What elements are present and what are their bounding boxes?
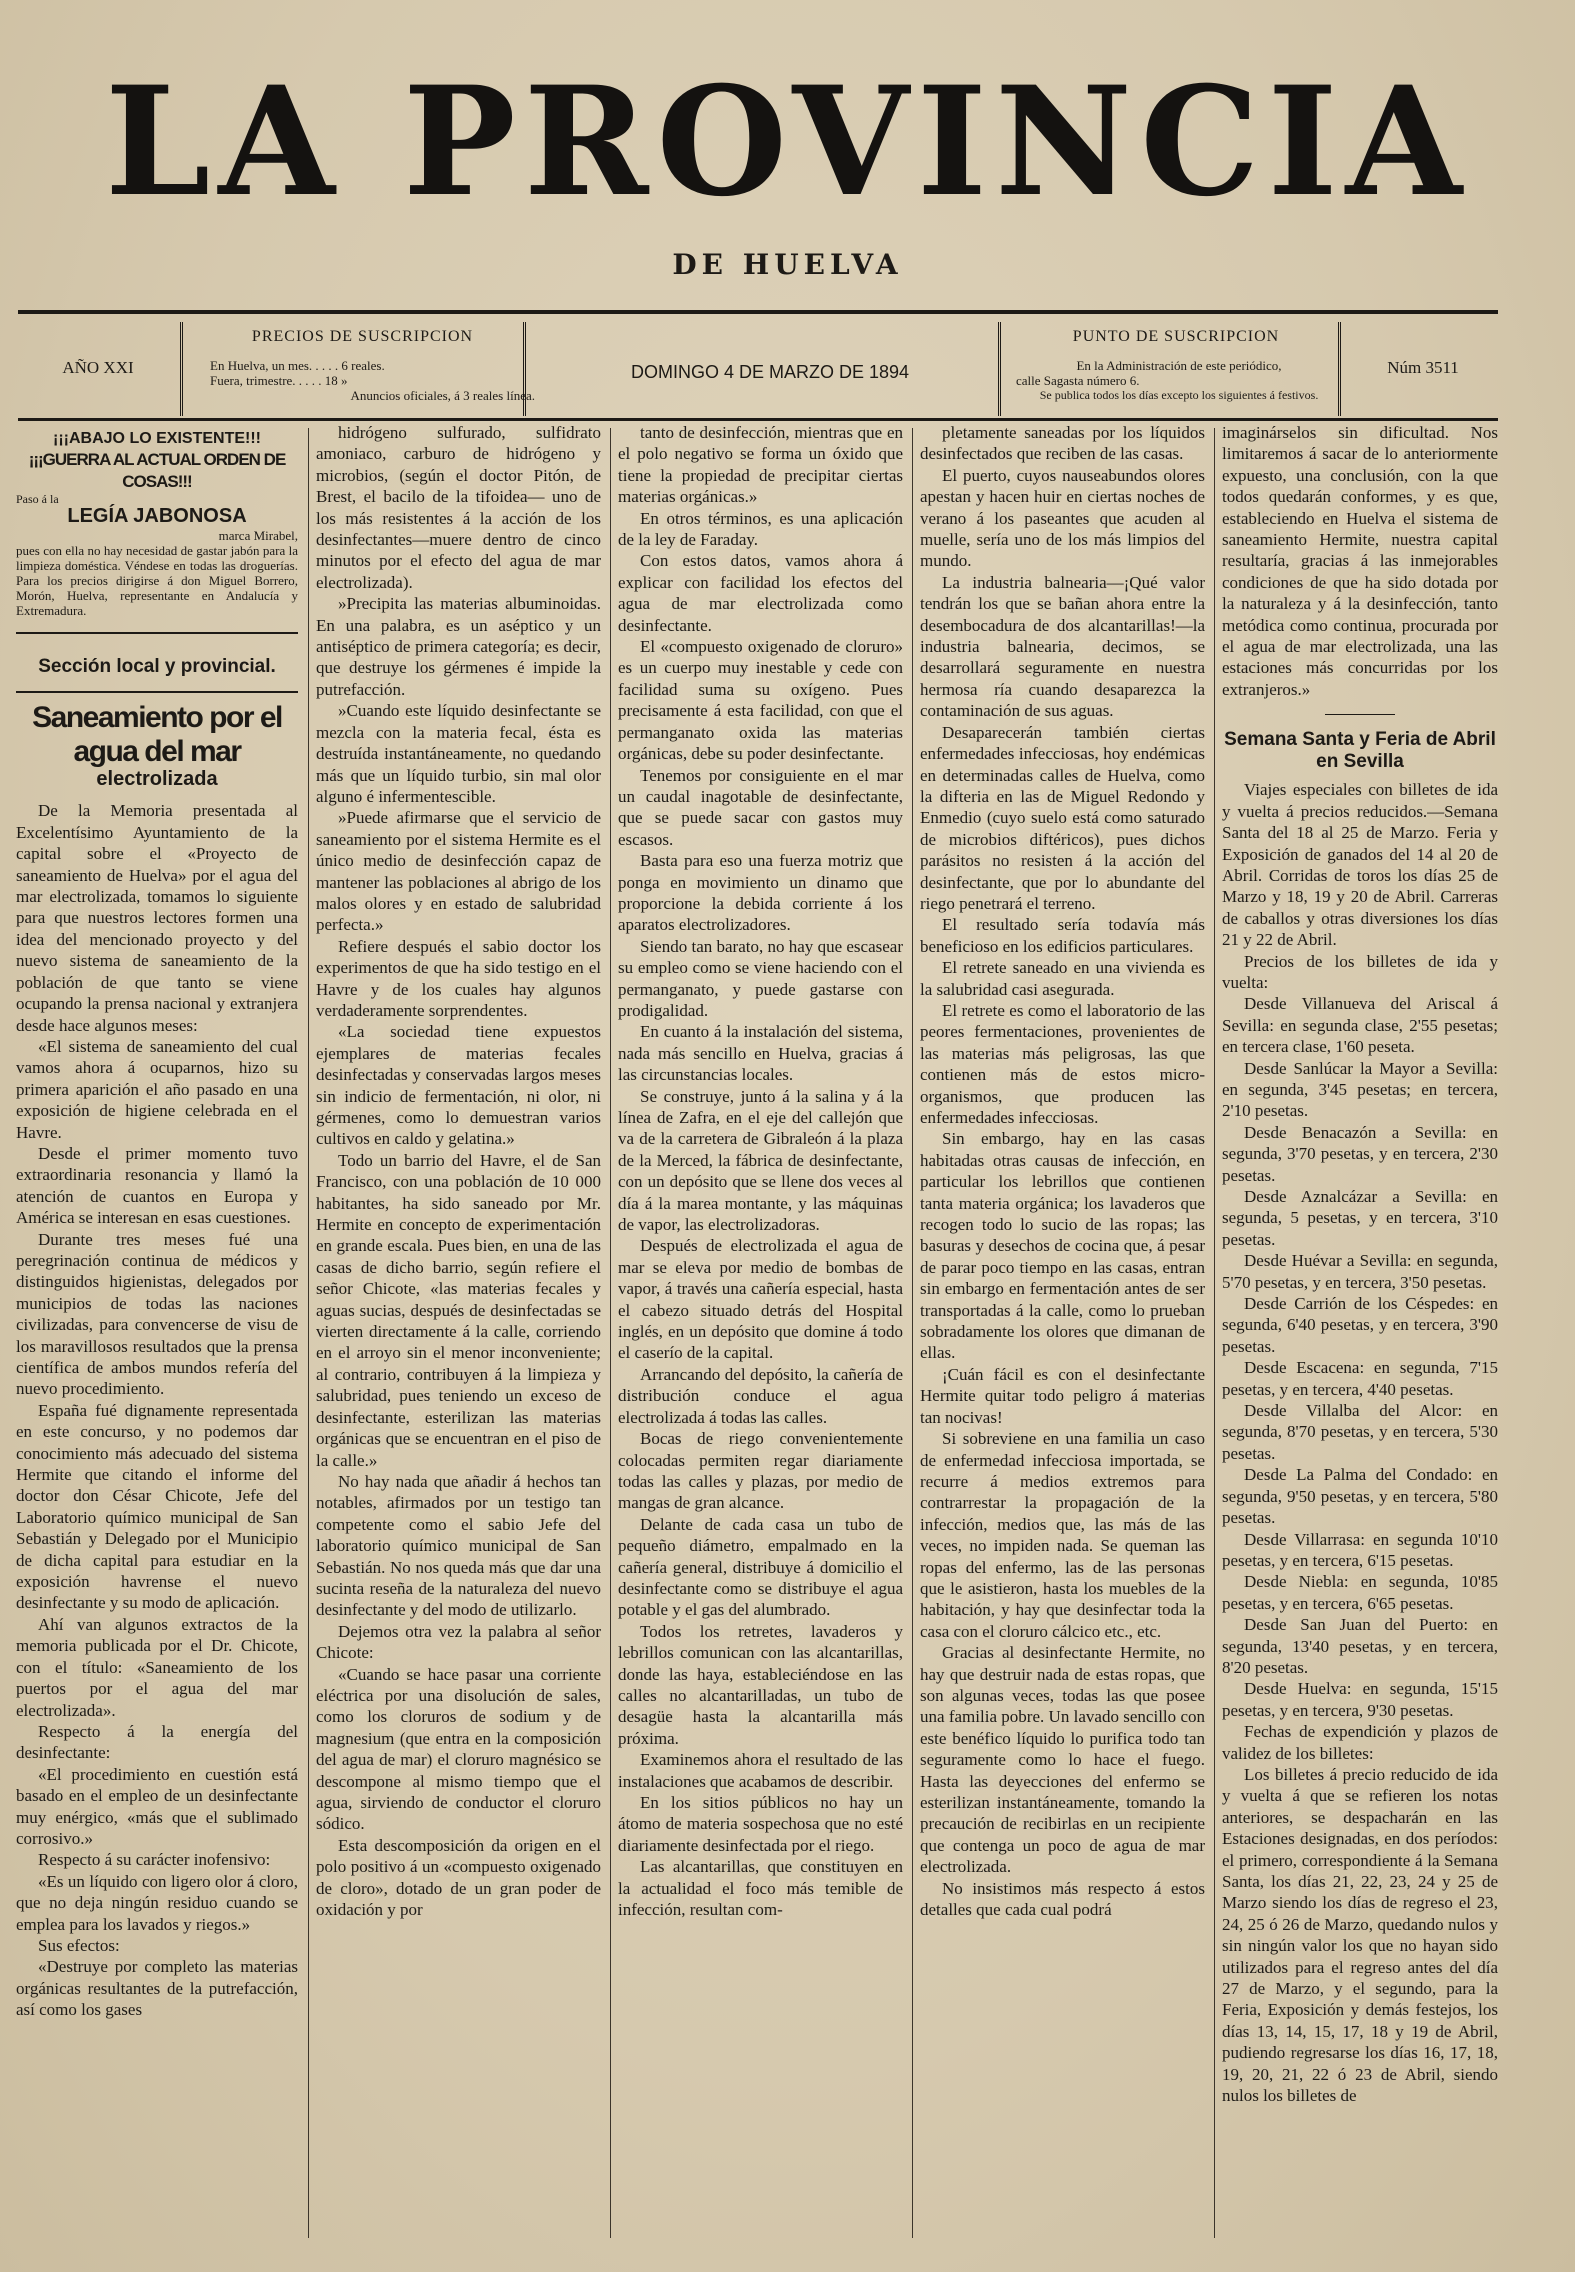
paragraph: »Puede afirmarse que el servicio de saneamiento por el sistema Hermite es el único medio de desinfección capaz de mantener las poblaciones al abrigo de los malos olores y en estado de salubridad perfecta.» [316,808,601,935]
paragraph: Los billetes á precio reducido de ida y vuelta á que se refieren los notas anteriores, se despacharán en las Estaciones designadas, en dos períodos: el primero, correspondiente á la Semana Santa, los días 21, 22, 23, 24 y 25 de Marzo siendo los días de regreso el 23, 24, 25 ó 26 de Marzo, quedando nulos y sin ningún valor los que no hayan sido utilizados para el regreso antes del día 27 de Marzo, y el segundo, para la Feria, Exposición y demás festejos, los días 13, 14, 15, 17, 18 y 19 de Abril, pudiendo regresarse los días 16, 17, 18, 19, 20, 21, 22 ó 23 de Abril, siendo nulos los billetes de [1222,1764,1498,2106]
paragraph: Tenemos por consiguiente en el mar un caudal inagotable de desinfectante, que se puede sacar con gastos muy escasos. [618,765,903,849]
date-cell [530,318,1010,420]
paragraph: hidrógeno sulfurado, sulfidrato amoniaco, carburo de hidrógeno y microbios, (según el doctor Pitón, de Brest, el bacilo de la tifoidea— uno de los más resistentes á la acción de los desinfectantes—muere dentro de cinco minutos por el efecto del agua de mar electrolizada). [316,423,601,592]
paragraph: Precios de los billetes de ida y vuelta: [1222,951,1498,992]
notice-body [1222,779,1498,2106]
column-rule [610,428,611,2238]
paragraph: Durante tres meses fué una peregrinación continua de médicos y distinguidos higienistas, delegados por municipios de todas las naciones civilizadas, para convencerse de visu de los maravillosos resultados que la prensa científica de ambos mundos refería del nuevo procedimiento. [16,1229,298,1399]
paragraph: «Es un líquido con ligero olor á cloro, que no deja ningún residuo cuando se emplea para los lavados y riegos.» [16,1871,298,1934]
paragraph: Después de electrolizada el agua de mar se eleva por medio de bombas de vapor, á través una cañería especial, hasta el cabezo situado detrás del Hospital inglés, en un depósito que domine á todo el caserío de la capital. [618,1236,903,1363]
paragraph: pletamente saneadas por los líquidos desinfectados que reciben de las casas. [920,423,1205,464]
paragraph: En cuanto á la instalación del sistema, nada más sencillo en Huelva, gracias á las circunstancias locales. [618,1022,903,1085]
subscription-cell [190,318,535,420]
paragraph: Las alcantarillas, que constituyen en la actualidad el foco más temible de infección, resultan com- [618,1857,903,1920]
article-conclusion: imaginárselos sin dificultad. Nos limitaremos á sacar de lo anteriormente expuesto, una conclusión, con la que todos quedarán conformes, y es que, estableciendo en Huelva el sistema de saneamiento Hermite, nuestra capital resultaría, gracias á las inmejorables condiciones de que ha sido dotada por la naturaleza y á la desinfección, tanto metódica como continua, procurada por el agua de mar electrolizada, una las estaciones más concurridas por los extranjeros.» [1222,423,1498,699]
paragraph: Desaparecerán también ciertas enfermedades infecciosas, hoy endémicas en determinadas calles de Huelva, como la difteria en las de Miguel Redondo y Enmedio (cuyo suelo está como saturado de microbios diftéricos), pues dichos parásitos no resisten á la acción del desinfectante, que por lo abundante del riego penetrará el terreno. [920,722,1205,913]
notice-title: Semana Santa y Feria de Abril en Sevilla [1224,729,1496,773]
paragraph: Desde Benacazón a Sevilla: en segunda, 3'70 pesetas, y en tercera, 2'30 pesetas. [1222,1122,1498,1185]
paragraph: Desde Huévar a Sevilla: en segunda, 5'70 pesetas, y en tercera, 3'50 pesetas. [1222,1251,1498,1292]
paragraph: Desde Villarrasa: en segunda 10'10 pesetas, y en tercera, 6'15 pesetas. [1222,1529,1498,1570]
paragraph: Si sobreviene en una familia un caso de enfermedad infecciosa importada, se recurre á medios extremos para contrarrestar la propagación de la infección, medios que, las más de las veces, no impiden nada. Se queman las ropas del enfermo, las de las personas que le asistieron, hasta los muebles de la habitación, y hay que desinfectar toda la casa con el cloruro cálcico etc., etc. [920,1429,1205,1641]
paragraph: El puerto, cuyos nauseabundos olores apestan y hacen huir en ciertas noches de verano á los paseantes que acuden al muelle, sería uno de los más limpios del mundo. [920,465,1205,571]
issue-number: Núm 3511 [1387,358,1459,377]
paragraph: Basta para eso una fuerza motriz que ponga en movimiento un dinamo que proporcione la debida corriente á los aparatos electrolizadores. [618,851,903,935]
paragraph: Gracias al desinfectante Hermite, no hay que destruir nada de estas ropas, que son algunas veces, todas las que posee una familia pobre. Un lavado sencillo con este benéfico líquido lo purifica todo tan seguramente como lo hace el fuego. Hasta las deyecciones del enfermo se esterilizan instantáneamente, tomando la precaución de recibirlas en un recipiente que contenga un poco de agua de mar electrolizada. [920,1643,1205,1877]
paragraph: No insistimos más respecto á estos detalles que cada cual podrá [920,1878,1205,1920]
paragraph: Bocas de riego convenientemente colocadas permiten regar diariamente todas las calles y plazas, por medio de mangas de gran alcance. [618,1429,903,1513]
paragraph: En los sitios públicos no hay un átomo de materia sospechosa que no esté diariamente desinfectada por el riego. [618,1793,903,1855]
ad-product: LEGÍA JABONOSA [67,505,247,528]
point-line: calle Sagasta número 6. [1016,373,1140,388]
ad-body: pues con ella no hay necesidad de gastar jabón para la limpieza doméstica. Véndese en todas las droguerías. Para los precios dirigirse á don Miguel Borrero, Morón, Huelva, representante en Andalucía y Extremadura. [16,542,298,618]
column-3 [618,422,903,2252]
column-5 [1222,422,1498,2252]
info-divider [998,322,1001,416]
article-subtitle: electrolizada [96,768,218,791]
paragraph: Desde Carrión de los Céspedes: en segunda, 6'40 pesetas, y en tercera, 3'90 pesetas. [1222,1294,1498,1356]
paragraph: Sin embargo, hay en las casas habitadas otras causas de infección, en particular los lebrillos que contienen tanta materia orgánica; los lavaderos que recogen todo lo sucio de las ropas; las basuras y desechos de cocina que, á pesar de parar poco tiempo en las casas, entran sin embargo en fermentación antes de ser transportadas á la calle, como lo prueban sobradamente los olores que dimanan de ellas. [920,1129,1205,1363]
point-line: En la Administración de este periódico, [1076,358,1282,373]
article-body-col2 [316,422,601,1920]
column-rule [912,428,913,2238]
paragraph: «El procedimiento en cuestión está basado en el empleo de un desinfectante muy enérgico, «más que el sublimado corrosivo.» [16,1764,298,1848]
info-divider [1338,322,1341,416]
paragraph: Examinemos ahora el resultado de las instalaciones que acabamos de describir. [618,1750,903,1791]
info-bar [18,318,1498,420]
paragraph: »Cuando este líquido desinfectante se mezcla con la materia fecal, ésta es destruída instantáneamente, no quedando más que un líquido turbio, sin mal olor alguno é infermentescible. [316,701,601,806]
paragraph: Desde Sanlúcar la Mayor a Sevilla: en segunda, 3'45 pesetas; en tercera, 2'10 pesetas. [1222,1058,1498,1121]
paragraph: Desde Huelva: en segunda, 15'15 pesetas, y en tercera, 9'30 pesetas. [1222,1679,1498,1720]
masthead-subtitle: DE HUELVA [672,248,903,281]
paragraph: Desde La Palma del Condado: en segunda, 9'50 pesetas, y en tercera, 5'80 pesetas. [1222,1465,1498,1528]
paragraph: Desde Aznalcázar a Sevilla: en segunda, 5 pesetas, y en tercera, 3'10 pesetas. [1222,1187,1498,1249]
paragraph: Siendo tan barato, no hay que escasear su empleo como se viene haciendo con el permanganato, y puede gastarse con prodigalidad. [618,936,903,1020]
paragraph: El resultado sería todavía más beneficioso en los edificios particulares. [920,915,1205,956]
paragraph: Delante de cada casa un tubo de pequeño diámetro, empalmado en la cañería general, distribuye á domicilio el desinfectante como se distribuye el agua potable y el gas del alumbrado. [618,1514,903,1620]
subscription-line: Fuera, trimestre. . . . . 18 » [210,373,348,388]
point-cell [1006,318,1346,420]
column-2 [316,422,601,2252]
paragraph: Todo un barrio del Havre, el de San Francisco, con una población de 10 000 habitantes, ha sido saneado por Mr. Hermite en concepto de experimentación en grande escala. Pues bien, en una de las casas de dicho barrio, según refiere el señor Chicote, «las materias fecales y aguas sucias, después de desinfectadas se vierten directamente á la calle, corriendo en el arroyo sin el menor inconveniente; al contrario, contribuyen á la limpieza y salubridad, pues teniendo un exceso de desinfectante, esterilizan las materias orgánicas que se encuentran en el piso de la calle.» [316,1150,601,1470]
divider [16,691,298,693]
ad-line: marca Mirabel, [218,527,298,543]
paragraph: «La sociedad tiene expuestos ejemplares de materias fecales desinfectadas y conservadas largos meses sin indicio de fermentación, ni olor, ni gérmenes, como lo demuestran varios cultivos en caldo y gelatina.» [316,1022,601,1149]
paragraph: Respecto á su carácter inofensivo: [38,1850,271,1870]
paragraph: Fechas de expendición y plazos de validez de los billetes: [1222,1722,1498,1763]
divider [16,632,298,634]
paragraph: «Cuando se hace pasar una corriente eléctrica por una disolución de sales, como los cloruros de sodium y de magnesium (que entra en la composición del agua de mar) el cloruro magnésico se descompone al mismo tiempo que el agua, sirviendo de conductor el cloruro sódico. [316,1664,601,1834]
paragraph: Ahí van algunos extractos de la memoria publicada por el Dr. Chicote, con el título: «Saneamiento de los puertos por el agua del mar electrolizada». [16,1614,298,1720]
year-label: AÑO XXI [62,358,134,377]
subscription-head: PRECIOS DE SUSCRIPCION [251,328,474,345]
section-heading: Sección local y provincial. [38,655,276,677]
paragraph: De la Memoria presentada al Excelentísimo Ayuntamiento de la capital sobre el «Proyecto de saneamiento de Huelva» por el agua del mar electrolizada, tomamos lo siguiente para que nuestros lectores formen una idea del mencionado proyecto y del nuevo sistema de saneamiento de la población de que tanto se viene ocupando la prensa nacional y extranjera desde hace algunos meses: [16,801,298,1035]
paragraph: Con estos datos, vamos ahora á explicar con facilidad los efectos del agua de mar electrolizada como desinfectante. [618,551,903,635]
paragraph: Respecto á la energía del desinfectante: [16,1721,298,1763]
paragraph: Refiere después el sabio doctor los experimentos de que ha sido testigo en el Havre y de los cuales hay algunos verdaderamente sorprendentes. [316,936,601,1020]
paragraph: Desde San Juan del Puerto: en segunda, 13'40 pesetas, y en tercera, 8'20 pesetas. [1222,1615,1498,1677]
point-line: Se publica todos los días excepto los siguientes á festivos. [1039,388,1319,402]
paragraph: ¡Cuán fácil es con el desinfectante Hermite quitar todo peligro á materias tan nocivas! [920,1364,1205,1427]
paragraph: En otros términos, es una aplicación de la ley de Faraday. [618,508,903,550]
paragraph: La industria balnearia—¡Qué valor tendrán los que se bañan ahora entre la desembocadura de dos alcantarillas!—la industria balnearia, decimos, se desarrollará seguramente en nuestra hermosa ría cuando desaparezca la contaminación de sus aguas. [920,572,1205,721]
ad-line: ¡¡¡GUERRA AL ACTUAL ORDEN DE COSAS!!! [28,450,286,491]
info-divider [180,322,183,416]
paragraph: Se construye, junto á la salina y á la línea de Zafra, en el eje del callejón que va de la carretera de Gibraleón á la plaza de la Merced, la fábrica de desinfectante, con un depósito que se llene dos veces al día á la marea montante, y las máquinas de vapor, las electrolizadoras. [618,1086,903,1235]
divider [1325,714,1395,715]
paragraph: Viajes especiales con billetes de ida y vuelta á precios reducidos.—Semana Santa del 18 al 25 de Marzo. Feria y Exposición de ganados del 14 al 20 de Abril. Corridas de toros los días 25 de Marzo y 18, 19 y 20 de Abril. Carreras de caballos y otras diversiones los días 21 y 22 de Abril. [1222,780,1498,950]
paragraph: tanto de desinfección, mientras que en el polo negativo se forma un óxido que tiene la propiedad de precipitar ciertas materias orgánicas.» [618,423,903,507]
paragraph: Desde Escacena: en segunda, 7'15 pesetas, y en tercera, 4'40 pesetas. [1222,1358,1498,1399]
subscription-line: Anuncios oficiales, á 3 reales línea. [350,388,535,403]
paragraph: Sus efectos: [38,1935,120,1955]
paragraph: El retrete saneado en una vivienda es la salubridad casi asegurada. [920,958,1205,999]
paragraph: »Precipita las materias albuminoidas. En una palabra, es un aséptico y un antiséptico de primera categoría; es decir, que destruye los gérmenes é impide la putrefacción. [316,594,601,699]
info-divider [523,322,526,416]
paragraph: «Destruye por completo las materias orgánicas resultantes de la putrefacción, así como los gases [16,1957,298,2020]
year-cell [18,318,178,420]
paragraph: No hay nada que añadir á hechos tan notables, afirmados por un testigo tan competente como el sabio Jefe del laboratorio químico municipal de San Sebastián. No nos queda más que dar una sucinta reseña de la naturaleza del nuevo desinfectante y del modo de utilizarlo. [316,1471,601,1620]
columns [10,422,1500,2252]
article-body-col4 [920,422,1205,1920]
paragraph: El «compuesto oxigenado de cloruro» es un cuerpo muy inestable y cede con facilidad suma su oxígeno. Pues precisamente á esta facilidad, con que el permanganato oxida las materias orgánicas, debe su poder desinfectante. [618,637,903,764]
masthead-rule-bottom [18,418,1498,421]
column-1 [16,422,298,2252]
article-body-col1 [16,800,298,2020]
paragraph: Desde Villanueva del Ariscal á Sevilla: en segunda clase, 2'55 pesetas; en tercera clase, 1'60 peseta. [1222,994,1498,1057]
paragraph: Desde Niebla: en segunda, 10'85 pesetas, y en tercera, 6'65 pesetas. [1222,1572,1498,1613]
number-cell [1348,318,1498,420]
article-body-col3 [618,422,903,1920]
paragraph: Todos los retretes, lavaderos y lebrillos comunican con las alcantarillas, donde las haya, estableciéndose en las calles no alcantarilladas, un tubo de desagüe hasta la alcantarilla más próxima. [618,1621,903,1748]
paragraph: Dejemos otra vez la palabra al señor Chicote: [316,1621,601,1663]
paragraph: Desde el primer momento tuvo extraordinaria resonancia y llamó la atención de cuantos en Europa y América se interesan en esas cuestiones. [16,1143,298,1228]
paragraph: Esta descomposición da origen en el polo positivo á un «compuesto oxigenado de cloro», dotado de un gran poder de oxidación y por [316,1835,601,1920]
point-head: PUNTO DE SUSCRIPCION [1072,328,1280,345]
ad-line: ¡¡¡ABAJO LO EXISTENTE!!! [53,430,261,447]
paragraph: Arrancando del depósito, la cañería de distribución conduce el agua electrolizada á todas las calles. [618,1364,903,1427]
issue-date: DOMINGO 4 DE MARZO DE 1894 [630,362,910,382]
advertisement [16,428,298,618]
masthead-rule-top [18,310,1498,314]
article-title: Saneamiento por el agua del mar [32,701,282,769]
ad-line: Paso á la [16,492,59,507]
column-rule [1214,428,1215,2238]
paragraph: El retrete es como el laboratorio de las peores fermentaciones, provenientes de las materias más peligrosas, las que contienen más de estos micro-organismos, que producen las enfermedades infecciosas. [920,1000,1205,1127]
paragraph: «El sistema de saneamiento del cual vamos ahora á ocuparnos, hizo su primera aparición el año pasado en una exposición de higiene celebrada en el Havre. [16,1036,298,1142]
column-4 [920,422,1205,2252]
paragraph: Desde Villalba del Alcor: en segunda, 8'70 pesetas, y en tercera, 5'30 pesetas. [1222,1401,1498,1463]
column-rule [308,428,309,2238]
subscription-line: En Huelva, un mes. . . . . 6 reales. [210,358,385,373]
masthead-title: LA PROVINCIA [104,54,1471,230]
paragraph: España fué dignamente representada en este concurso, y no podemos dar conocimiento más adecuado del sistema Hermite que citando el informe del doctor don César Chicote, Jefe del Laboratorio químico municipal de San Sebastián y Delegado por el Municipio de dicha capital para estudiar en la exposición havrense el nuevo desinfectante y su modo de aplicación. [16,1400,298,1613]
